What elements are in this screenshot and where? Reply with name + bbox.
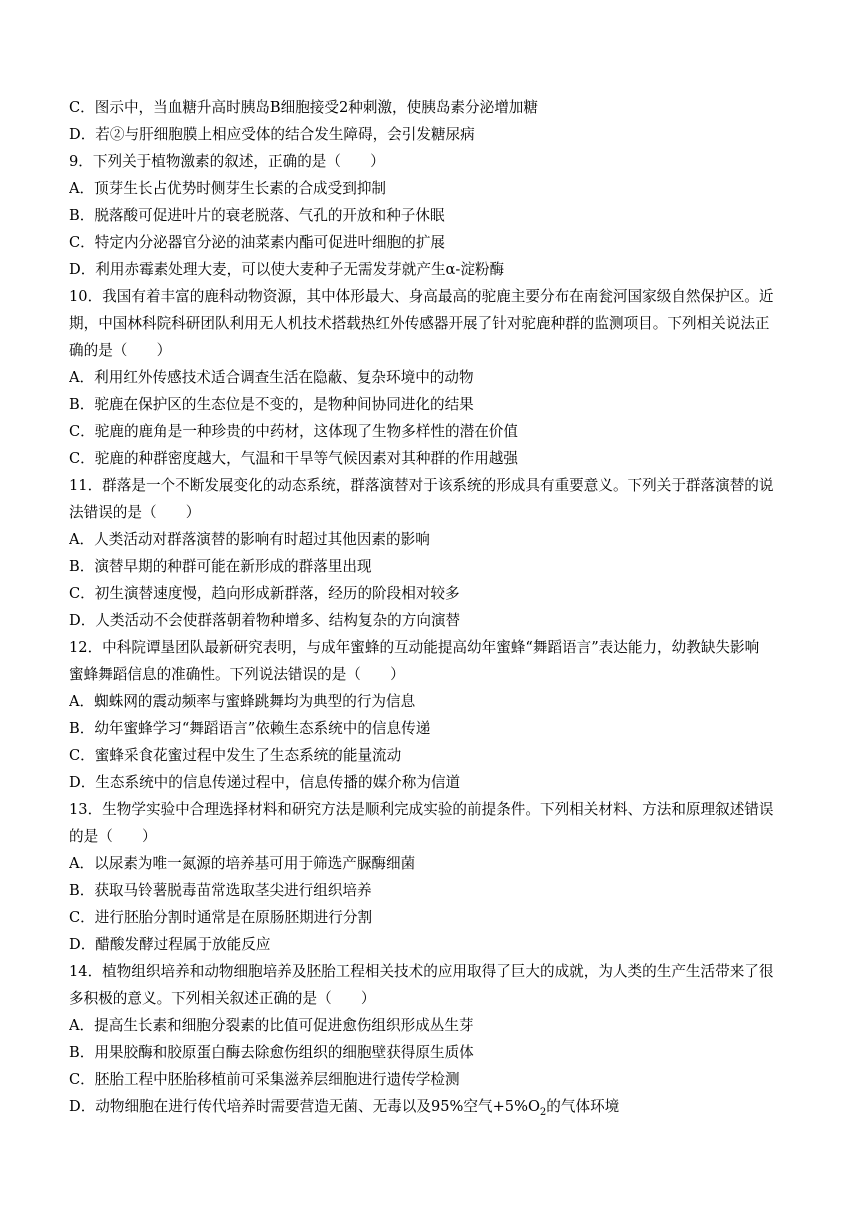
question-13-stem: 13．生物学实验中合理选择材料和研究方法是顺利完成实验的前提条件。下列相关材料、方法和原理叙述错误: [69, 796, 794, 823]
question-14-stem: 14．植物组织培养和动物细胞培养及胚胎工程相关技术的应用取得了巨大的成就，为人类的生产生活带来了很: [69, 963, 774, 980]
text-line: C．图示中，当血糖升高时胰岛B细胞接受2种刺激，使胰岛素分泌增加糖: [69, 99, 538, 116]
option-b: B．获取马铃薯脱毒苗常选取茎尖进行组织培养: [69, 882, 372, 899]
question-9-stem: 9．下列关于植物激素的叙述，正确的是（ ）: [69, 153, 385, 170]
option-d-text-end: 的气体环境: [546, 1098, 620, 1115]
option-d: D．人类活动不会使群落朝着物种增多、结构复杂的方向演替: [69, 612, 461, 629]
option-a: A．以尿素为唯一氮源的培养基可用于筛选产脲酶细菌: [69, 855, 416, 872]
option-b: B．驼鹿在保护区的生态位是不变的，是物种间协同进化的结果: [69, 396, 474, 413]
emphasis-char: 误: [759, 796, 774, 823]
text-line: D．若②与肝细胞膜上相应受体的结合发生障碍，会引发糖尿病: [69, 126, 475, 143]
option-b: B．用果胶酶和胶原蛋白酶去除愈伤组织的细胞壁获得原生质体: [69, 1044, 474, 1061]
document-page: [69, 94, 794, 1120]
option-d-text: D．动物细胞在进行传代培养时需要营造无菌、无毒以及95%空气+5%O: [69, 1098, 540, 1115]
question-13-stem: 的是（ ）: [69, 828, 157, 845]
option-d: D．利用赤霉素处理大麦，可以使大麦种子无需发芽就产生α-淀粉酶: [69, 261, 505, 278]
option-a: A．蜘蛛网的震动频率与蜜蜂跳舞均为典型的行为信息: [69, 693, 416, 710]
emphasis-char: 错: [744, 796, 759, 823]
subscript-2: 2: [539, 1106, 547, 1118]
option-c: C．驼鹿的种群密度越大，气温和干旱等气候因素对其种群的作用越强: [69, 450, 518, 467]
question-11-stem: 法错误的是（ ）: [69, 504, 201, 521]
question-14-stem: 多积极的意义。下列相关叙述正确的是（ ）: [69, 990, 376, 1007]
question-12-stem: 蜜蜂舞蹈信息的准确性。下列说法错误的是（ ）: [69, 666, 405, 683]
option-d: D．醋酸发酵过程属于放能反应: [69, 936, 271, 953]
question-11-stem: 11．群落是一个不断发展变化的动态系统，群落演替对于该系统的形成具有重要意义。下列关于群落演替的说: [69, 477, 774, 494]
question-10-stem: 期，中国林科院科研团队利用无人机技术搭载热红外传感器开展了针对驼鹿种群的监测项目。下列相关说法正: [69, 315, 770, 332]
option-b: B．幼年蜜蜂学习“舞蹈语言”依赖生态系统中的信息传递: [69, 720, 431, 737]
option-c: C．特定内分泌器官分泌的油菜素内酯可促进叶细胞的扩展: [69, 234, 446, 251]
option-c: C．进行胚胎分割时通常是在原肠胚期进行分割: [69, 909, 373, 926]
option-c: C．蜜蜂采食花蜜过程中发生了生态系统的能量流动: [69, 747, 402, 764]
option-b: B．演替早期的种群可能在新形成的群落里出现: [69, 558, 372, 575]
option-c: C．胚胎工程中胚胎移植前可采集滋养层细胞进行遗传学检测: [69, 1071, 460, 1088]
option-a: A．利用红外传感技术适合调查生活在隐蔽、复杂环境中的动物: [69, 369, 474, 386]
option-d: D．生态系统中的信息传递过程中，信息传播的媒介称为信道: [69, 774, 461, 791]
option-c: C．驼鹿的鹿角是一种珍贵的中药材，这体现了生物多样性的潜在价值: [69, 423, 518, 440]
question-12-stem: 12．中科院谭垦团队最新研究表明，与成年蜜蜂的互动能提高幼年蜜蜂“舞蹈语言”表达能力，幼教缺失影响: [69, 639, 760, 656]
option-a: A．人类活动对群落演替的影响有时超过其他因素的影响: [69, 531, 430, 548]
question-10-stem: 确的是（ ）: [69, 342, 172, 359]
option-b: B．脱落酸可促进叶片的衰老脱落、气孔的开放和种子休眠: [69, 207, 445, 224]
option-c: C．初生演替速度慢，趋向形成新群落，经历的阶段相对较多: [69, 585, 460, 602]
option-a: A．提高生长素和细胞分裂素的比值可促进愈伤组织形成丛生芽: [69, 1017, 474, 1034]
question-10-stem: 10．我国有着丰富的鹿科动物资源，其中体形最大、身高最高的驼鹿主要分布在南瓮河国家级自然保护区。近: [69, 288, 774, 305]
option-a: A．顶芽生长占优势时侧芽生长素的合成受到抑制: [69, 180, 387, 197]
option-d: [69, 1093, 794, 1120]
